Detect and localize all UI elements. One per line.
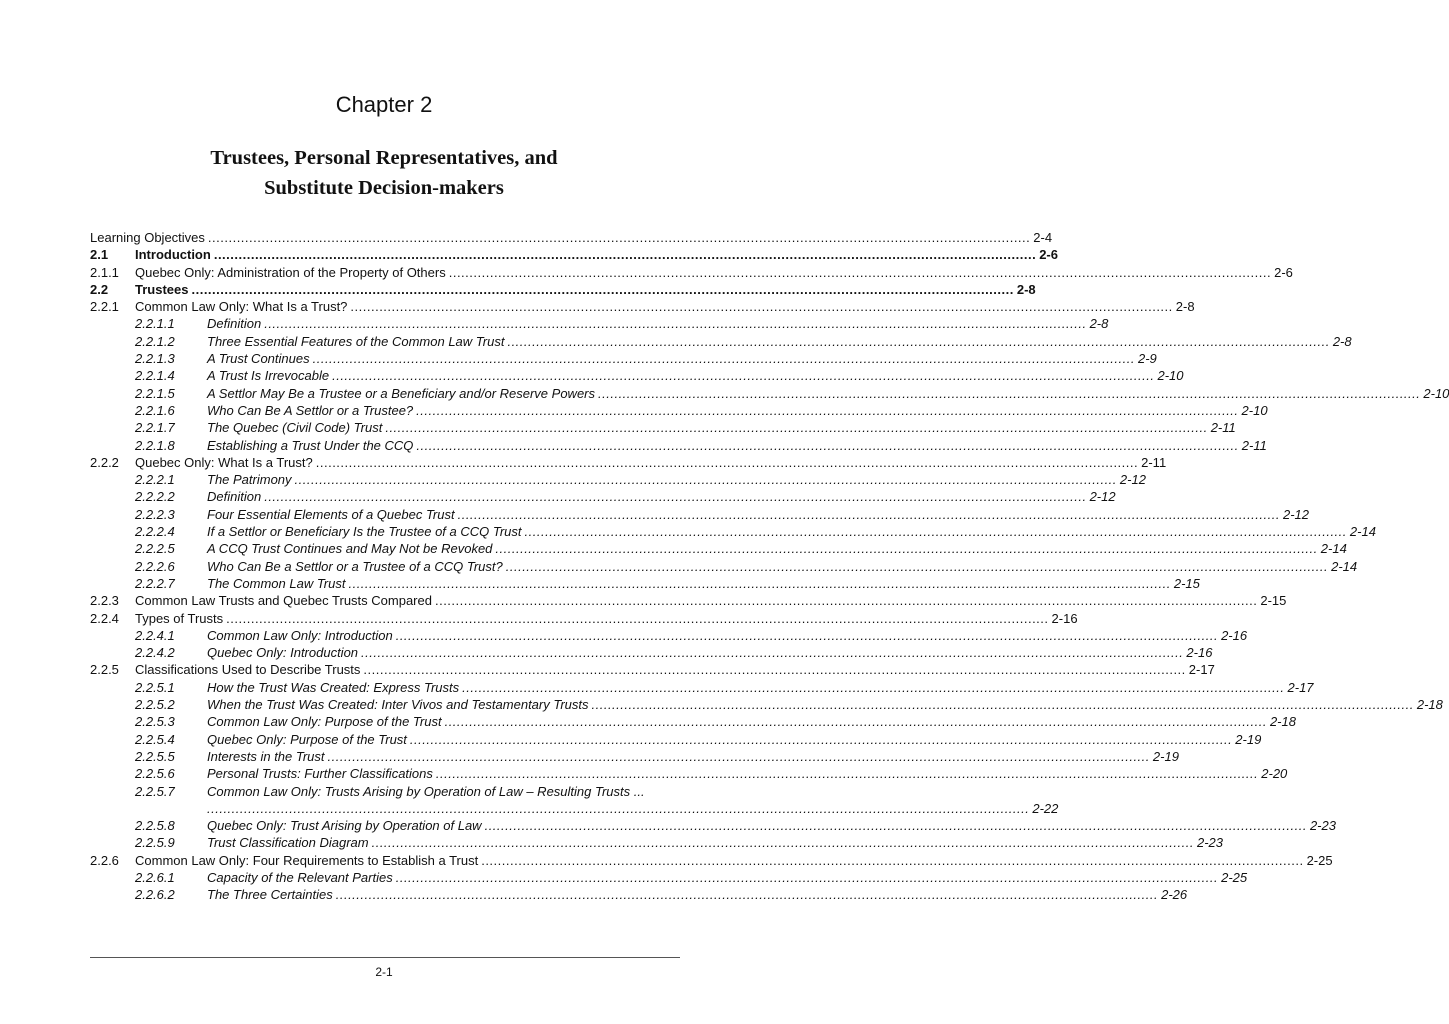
toc-label: A Trust Continues <box>207 351 310 367</box>
toc-number: 2.2.1.6 <box>135 402 175 418</box>
toc-label: Common Law Only: Introduction <box>207 627 393 643</box>
toc-entry[interactable] <box>90 298 1195 315</box>
toc-leader-dots <box>350 298 1172 315</box>
toc-label: Quebec Only: What Is a Trust? <box>135 454 313 470</box>
toc-leader-dots <box>416 402 1238 419</box>
toc-number: 2.2.5 <box>90 662 119 678</box>
toc-entry[interactable] <box>90 437 1267 454</box>
toc-page: 2-6 <box>1274 264 1293 280</box>
toc-entry[interactable] <box>90 748 1179 765</box>
table-of-contents <box>90 229 1449 904</box>
toc-entry[interactable] <box>90 471 1146 488</box>
toc-page: 2-12 <box>1119 472 1146 488</box>
toc-page: 2-11 <box>1141 454 1167 470</box>
toc-number: 2.2.2.1 <box>135 472 175 488</box>
toc-label: Quebec Only: Trust Arising by Operation of Law <box>207 818 482 834</box>
toc-number: 2.2.5.2 <box>135 697 175 713</box>
toc-number: 2.2.1.4 <box>135 368 175 384</box>
toc-label: Common Law Trusts and Quebec Trusts Compared <box>135 593 432 609</box>
toc-number: 2.2.5.4 <box>135 731 175 747</box>
toc-number: 2.2.5.8 <box>135 818 175 834</box>
toc-leader-dots <box>191 281 1013 298</box>
toc-number: 2.2.3 <box>90 593 119 609</box>
toc-entry[interactable] <box>90 523 1376 540</box>
toc-label: Common Law Only: Trusts Arising by Operation of Law – Resulting Trusts ... <box>207 783 645 799</box>
toc-label: Quebec Only: Introduction <box>207 645 359 661</box>
toc-page: 2-19 <box>1235 731 1262 747</box>
toc-label: Personal Trusts: Further Classifications <box>207 766 433 782</box>
chapter-heading: Chapter 2 <box>335 92 433 117</box>
toc-entry[interactable] <box>90 627 1248 644</box>
toc-label: Introduction <box>135 247 211 263</box>
toc-leader-dots <box>226 610 1048 627</box>
toc-entry[interactable] <box>90 800 1059 817</box>
toc-leader-dots <box>436 765 1258 782</box>
toc-page: 2-16 <box>1221 627 1248 643</box>
toc-label: Establishing a Trust Under the CCQ <box>207 437 414 453</box>
toc-leader-dots <box>313 350 1135 367</box>
toc-number: 2.2.2.5 <box>135 541 175 557</box>
toc-label: Who Can Be A Settlor or a Trustee? <box>207 402 414 418</box>
toc-label: The Common Law Trust <box>207 575 346 591</box>
toc-entry[interactable] <box>90 385 1449 402</box>
toc-number: 2.2.1.5 <box>135 385 175 401</box>
toc-entry[interactable] <box>90 783 680 800</box>
toc-label: Definition <box>207 489 262 505</box>
toc-entry[interactable] <box>90 246 1058 263</box>
toc-label: The Patrimony <box>207 472 292 488</box>
toc-entry[interactable] <box>90 454 1167 471</box>
toc-leader-dots <box>295 471 1117 488</box>
toc-leader-dots <box>396 627 1218 644</box>
toc-number: 2.2.2.3 <box>135 506 175 522</box>
toc-number: 2.2.1 <box>90 299 119 315</box>
toc-leader-dots <box>445 713 1267 730</box>
toc-number: 2.2.5.6 <box>135 766 175 782</box>
toc-leader-dots <box>462 679 1284 696</box>
toc-leader-dots <box>372 834 1194 851</box>
toc-page: 2-10 <box>1241 402 1268 418</box>
toc-label: Quebec Only: Administration of the Property of Others <box>135 264 446 280</box>
toc-entry[interactable] <box>90 592 1287 609</box>
toc-label: The Three Certainties <box>207 887 333 903</box>
toc-label: If a Settlor or Beneficiary Is the Trustee of a CCQ Trust <box>207 524 522 540</box>
toc-label: A Trust Is Irrevocable <box>207 368 330 384</box>
toc-page: 2-6 <box>1039 247 1058 263</box>
toc-page: 2-15 <box>1173 575 1200 591</box>
toc-leader-dots <box>332 367 1154 384</box>
toc-leader-dots <box>449 264 1271 281</box>
toc-page: 2-23 <box>1196 835 1223 851</box>
toc-leader-dots <box>495 540 1317 557</box>
toc-leader-dots <box>336 886 1158 903</box>
toc-page: 2-23 <box>1309 818 1336 834</box>
toc-number: 2.2 <box>90 281 109 297</box>
toc-page: 2-14 <box>1331 558 1358 574</box>
toc-entry[interactable] <box>90 264 1293 281</box>
toc-number: 2.2.5.5 <box>135 748 175 764</box>
toc-entry[interactable] <box>90 333 1352 350</box>
toc-number: 2.2.1.3 <box>135 351 175 367</box>
toc-label: Quebec Only: Purpose of the Trust <box>207 731 407 747</box>
toc-page: 2-25 <box>1221 869 1248 885</box>
toc-page: 2-16 <box>1051 610 1078 626</box>
toc-number: 2.2.5.7 <box>135 783 175 799</box>
toc-label: Common Law Only: What Is a Trust? <box>135 299 348 315</box>
toc-page: 2-10 <box>1157 368 1184 384</box>
toc-label: Four Essential Elements of a Quebec Trust <box>207 506 455 522</box>
toc-label: When the Trust Was Created: Inter Vivos and Testamentary Trusts <box>207 697 589 713</box>
toc-label: Trust Classification Diagram <box>207 835 369 851</box>
toc-leader-dots <box>507 333 1329 350</box>
toc-entry[interactable] <box>90 281 1036 298</box>
toc-entry[interactable] <box>90 696 1443 713</box>
toc-page: 2-19 <box>1152 748 1179 764</box>
toc-number: 2.2.6 <box>90 852 119 868</box>
toc-leader-dots <box>207 800 1029 817</box>
toc-label: Interests in the Trust <box>207 748 325 764</box>
toc-number: 2.2.1.1 <box>135 316 175 332</box>
toc-number: 2.2.6.2 <box>135 887 175 903</box>
toc-label: Classifications Used to Describe Trusts <box>135 662 361 678</box>
toc-leader-dots <box>598 385 1420 402</box>
page-number: 2-1 <box>375 965 393 979</box>
toc-page: 2-8 <box>1332 333 1352 349</box>
toc-entry[interactable] <box>90 713 1296 730</box>
toc-number: 2.2.2.6 <box>135 558 175 574</box>
toc-entry[interactable] <box>90 817 1336 834</box>
toc-leader-dots <box>361 644 1183 661</box>
toc-label: Definition <box>207 316 262 332</box>
toc-number: 2.2.2.2 <box>135 489 175 505</box>
toc-leader-dots <box>396 869 1218 886</box>
toc-leader-dots <box>385 419 1207 436</box>
toc-number: 2.1 <box>90 247 109 263</box>
toc-page: 2-20 <box>1261 766 1288 782</box>
toc-entry[interactable] <box>90 765 1288 782</box>
toc-number: 2.2.4 <box>90 610 119 626</box>
toc-entry[interactable] <box>90 315 1109 332</box>
toc-entry[interactable] <box>90 610 1078 627</box>
toc-number: 2.2.5.1 <box>135 679 175 695</box>
toc-page: 2-26 <box>1161 887 1188 903</box>
toc-leader-dots <box>316 454 1138 471</box>
toc-label: Learning Objectives <box>90 230 205 245</box>
toc-entry[interactable] <box>90 886 1188 903</box>
toc-leader-dots <box>214 246 1036 263</box>
toc-page: 2-10 <box>1423 385 1449 401</box>
toc-label: Capacity of the Relevant Parties <box>207 869 393 885</box>
toc-leader-dots <box>435 592 1257 609</box>
toc-page: 2-8 <box>1175 299 1195 315</box>
toc-entry[interactable] <box>90 679 1314 696</box>
toc-page: 2-11 <box>1210 420 1236 436</box>
toc-leader-dots <box>264 488 1086 505</box>
toc-number: 2.2.1.7 <box>135 420 175 436</box>
toc-label: Types of Trusts <box>135 610 224 626</box>
toc-page: 2-9 <box>1137 351 1157 367</box>
toc-page: 2-12 <box>1282 506 1309 522</box>
chapter-title-line1: Trustees, Personal Representatives, and <box>210 147 558 169</box>
toc-leader-dots <box>363 661 1185 678</box>
toc-page: 2-25 <box>1306 852 1333 868</box>
toc-label: Common Law Only: Four Requirements to Establish a Trust <box>135 852 479 868</box>
toc-number: 2.2.5.9 <box>135 835 175 851</box>
toc-label: Three Essential Features of the Common Law Trust <box>207 333 505 349</box>
chapter-title <box>0 143 768 203</box>
toc-entry[interactable] <box>90 731 1262 748</box>
toc-page: 2-8 <box>1089 316 1109 332</box>
toc-number: 2.2.4.2 <box>135 645 175 661</box>
toc-number: 2.2.4.1 <box>135 627 175 643</box>
toc-page: 2-16 <box>1186 645 1213 661</box>
chapter-title-line2: Substitute Decision-makers <box>264 177 504 199</box>
toc-leader-dots <box>481 852 1303 869</box>
toc-entry[interactable] <box>90 488 1116 505</box>
toc-page: 2-18 <box>1416 697 1443 713</box>
toc-entry[interactable] <box>90 367 1184 384</box>
toc-entry[interactable] <box>90 350 1157 367</box>
toc-entry[interactable] <box>90 419 1236 436</box>
toc-number: 2.2.1.8 <box>135 437 175 453</box>
toc-page: 2-14 <box>1349 524 1376 540</box>
toc-entry[interactable] <box>90 661 1215 678</box>
toc-entry[interactable] <box>90 229 1053 246</box>
toc-label: Trustees <box>135 281 189 297</box>
toc-entry[interactable] <box>90 402 1268 419</box>
toc-number: 2.2.2 <box>90 454 119 470</box>
toc-page: 2-17 <box>1188 662 1215 678</box>
toc-entry[interactable] <box>90 558 1358 575</box>
toc-leader-dots <box>348 575 1170 592</box>
toc-label: The Quebec (Civil Code) Trust <box>207 420 383 436</box>
toc-label: A CCQ Trust Continues and May Not be Revoked <box>207 541 493 557</box>
toc-number: 2.2.5.3 <box>135 714 175 730</box>
toc-leader-dots <box>416 437 1238 454</box>
toc-page: 2-8 <box>1016 281 1036 297</box>
toc-number: 2.2.1.2 <box>135 333 175 349</box>
toc-leader-dots <box>208 229 1030 246</box>
toc-leader-dots <box>458 506 1280 523</box>
toc-number: 2.2.2.7 <box>135 575 175 591</box>
toc-label: Common Law Only: Purpose of the Trust <box>207 714 442 730</box>
toc-leader-dots <box>410 731 1232 748</box>
toc-page: 2-18 <box>1269 714 1296 730</box>
toc-leader-dots <box>525 523 1347 540</box>
toc-entry[interactable] <box>90 644 1213 661</box>
toc-page: 2-4 <box>1033 230 1053 245</box>
toc-leader-dots <box>328 748 1150 765</box>
toc-number: 2.2.2.4 <box>135 524 175 540</box>
toc-label: A Settlor May Be a Trustee or a Beneficiary and/or Reserve Powers <box>207 385 596 401</box>
toc-entry[interactable] <box>90 834 1223 851</box>
toc-number: 2.1.1 <box>90 264 119 280</box>
toc-leader-dots <box>264 315 1086 332</box>
toc-entry[interactable] <box>90 852 1333 869</box>
toc-page: 2-17 <box>1287 679 1314 695</box>
toc-entry[interactable] <box>90 575 1200 592</box>
footer-rule <box>90 957 680 958</box>
toc-entry[interactable] <box>90 506 1309 523</box>
toc-page: 2-14 <box>1320 541 1347 557</box>
toc-leader-dots <box>592 696 1414 713</box>
toc-leader-dots <box>485 817 1307 834</box>
toc-page: 2-12 <box>1089 489 1116 505</box>
toc-leader-dots <box>506 558 1328 575</box>
toc-page: 2-22 <box>1032 800 1059 816</box>
toc-number: 2.2.6.1 <box>135 869 175 885</box>
toc-label: How the Trust Was Created: Express Trusts <box>207 679 460 695</box>
toc-entry[interactable] <box>90 869 1248 886</box>
toc-page: 2-11 <box>1241 437 1267 453</box>
toc-page: 2-15 <box>1260 593 1287 609</box>
toc-entry[interactable] <box>90 540 1347 557</box>
toc-label: Who Can Be a Settlor or a Trustee of a CCQ Trust? <box>207 558 503 574</box>
